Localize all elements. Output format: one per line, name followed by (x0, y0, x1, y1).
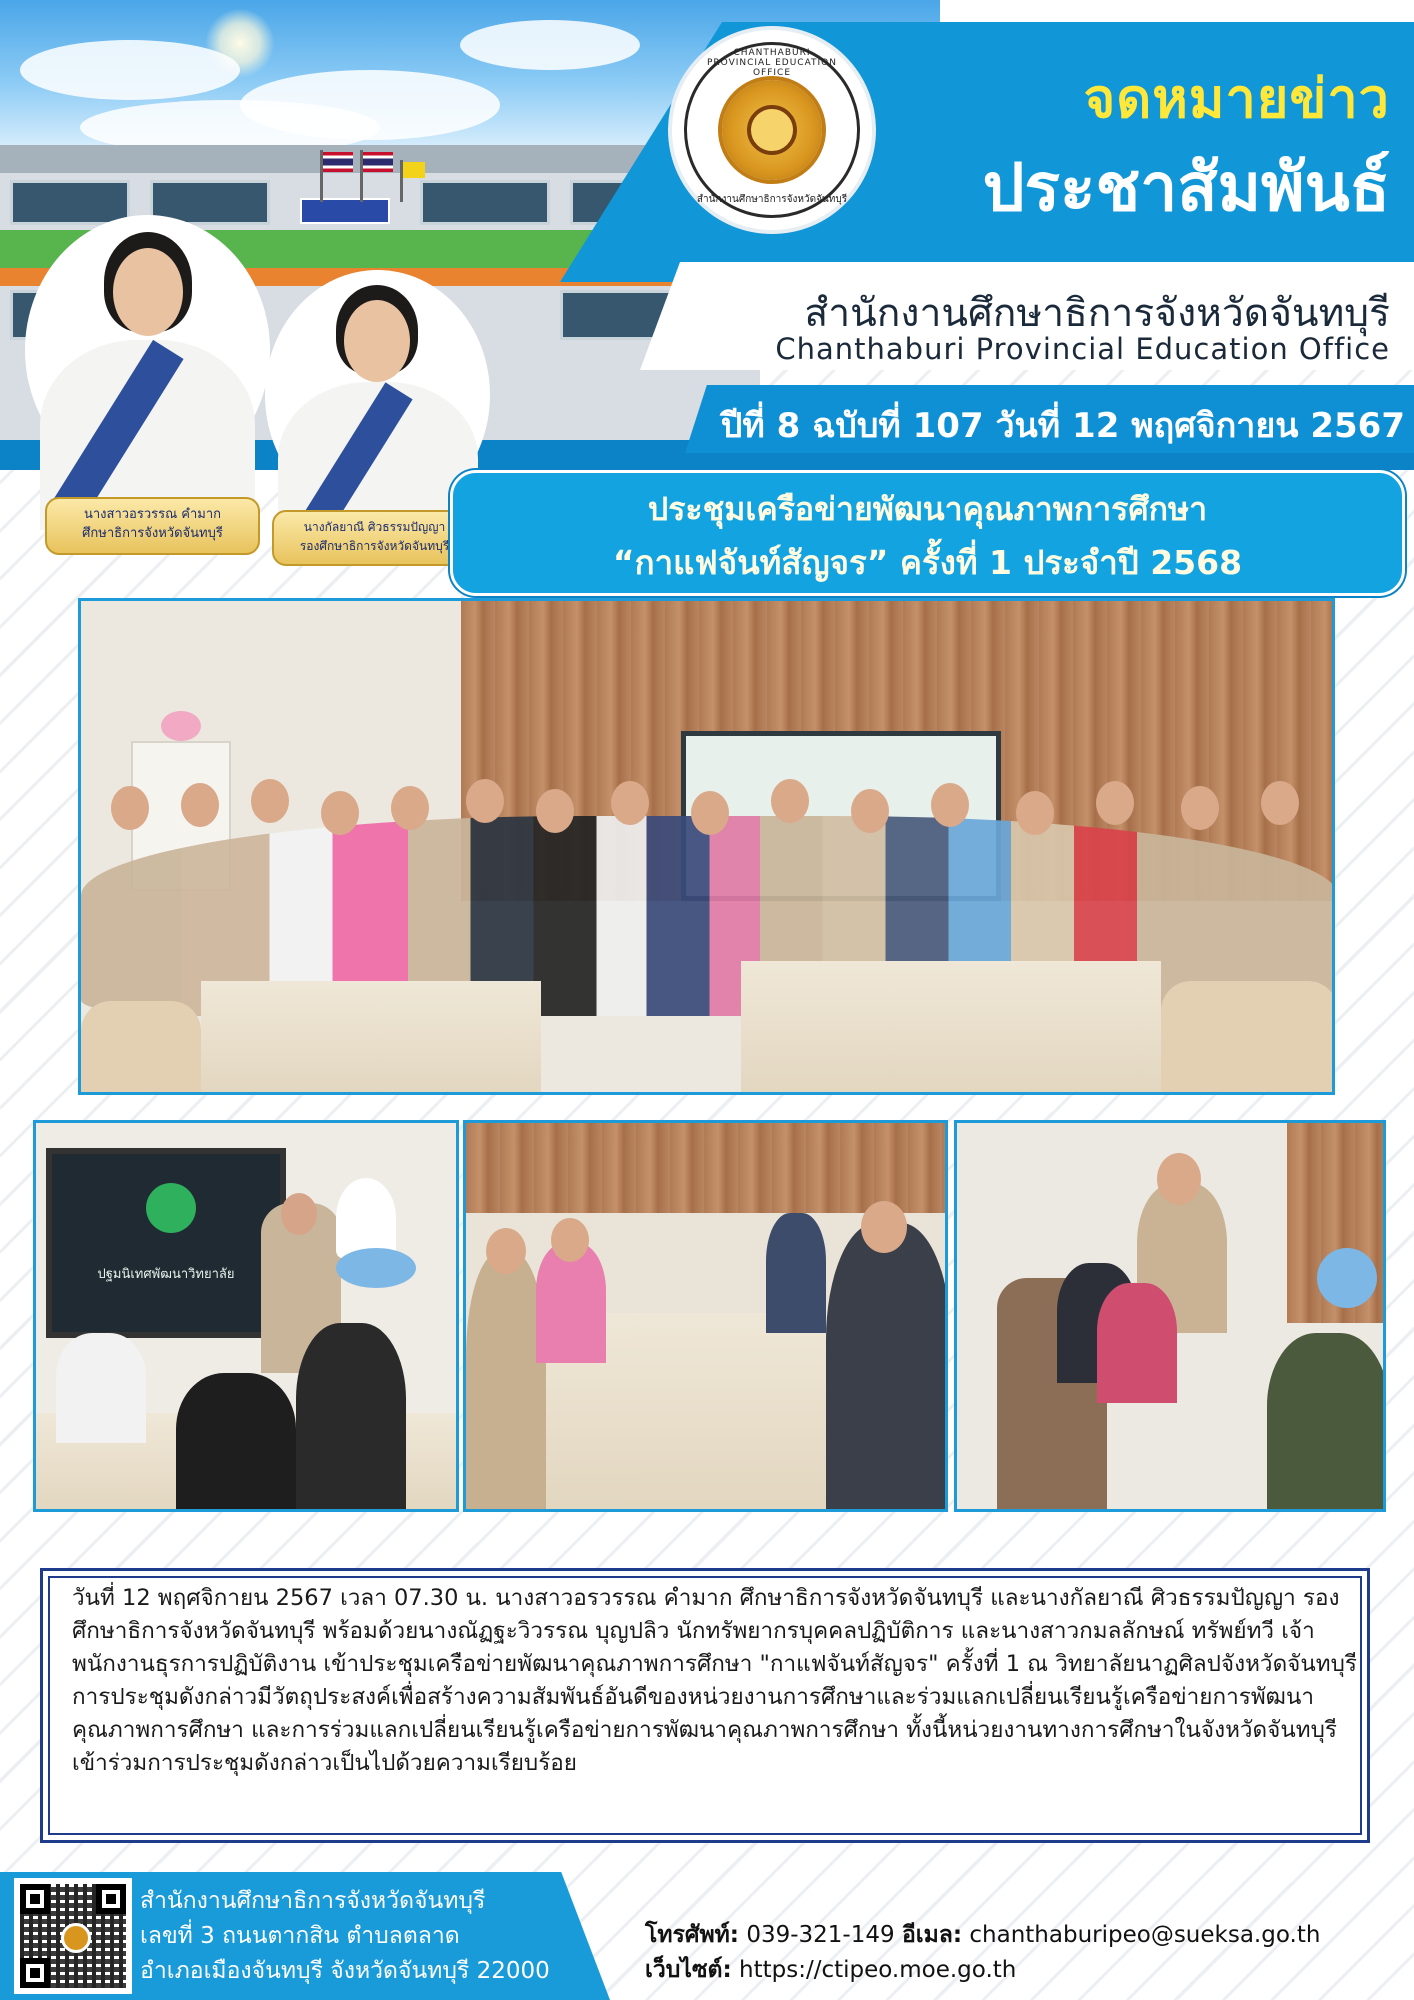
qr-corner (96, 1884, 126, 1914)
website-label: เว็บไซต์: (645, 1957, 732, 1983)
thai-flag-icon (363, 152, 393, 172)
office-name-th: สำนักงานศึกษาธิการจังหวัดจันทบุรี (804, 291, 1390, 336)
person-head (1181, 786, 1219, 830)
slide-text: ปฐมนิเทศพัฒนาวิทยาลัย (97, 1267, 235, 1282)
qr-center-logo-icon (61, 1923, 91, 1953)
cloud (460, 20, 640, 70)
seal-dharma-wheel-icon (747, 105, 797, 155)
yellow-flag-icon (403, 162, 425, 178)
presentation-screen (46, 1148, 286, 1338)
person-head (771, 779, 809, 823)
official-2-name: นางกัลยาณี ศิวธรรมปัญญา (303, 520, 446, 534)
qr-corner (20, 1958, 50, 1988)
person-head (1096, 781, 1134, 825)
chair (1161, 981, 1335, 1095)
attendee (1267, 1333, 1386, 1512)
headline-line1: ประชุมเครือข่ายพัฒนาคุณภาพการศึกษา (647, 490, 1208, 528)
main-group-photo (78, 598, 1335, 1095)
person-head (851, 789, 889, 833)
person-head (1016, 791, 1054, 835)
slide-logo-icon (146, 1183, 196, 1233)
person-head (181, 783, 219, 827)
person-head (1261, 781, 1299, 825)
attendee (466, 1253, 546, 1512)
website-link[interactable]: https://ctipeo.moe.go.th (739, 1957, 1017, 1983)
address-line-3: อำเภอเมืองจันทบุรี จังหวัดจันทบุรี 22000 (140, 1958, 550, 1984)
official-1-name: นางสาวอรวรรณ คำมาก (83, 507, 222, 522)
address-line-2: เลขที่ 3 ถนนตากสิน ตำบลตลาด (140, 1923, 460, 1949)
person-head (321, 791, 359, 835)
address-line-1: สำนักงานศึกษาธิการจังหวัดจันทบุรี (140, 1888, 486, 1914)
attendee (766, 1213, 826, 1333)
person-head (861, 1201, 907, 1253)
photo-curtain (466, 1123, 948, 1213)
person-head (486, 1228, 526, 1274)
person-head (611, 781, 649, 825)
office-name-en: Chanthaburi Provincial Education Office (775, 332, 1390, 366)
photo-speaker (954, 1120, 1386, 1512)
issue-info: ปีที่ 8 ฉบับที่ 107 วันที่ 12 พฤศจิกายน 2567 (720, 406, 1405, 446)
official-1-face (113, 248, 183, 336)
swan-decoration (336, 1178, 396, 1258)
person-head (391, 786, 429, 830)
attendee (176, 1373, 296, 1512)
header-top-strip (940, 0, 1414, 22)
attendee (56, 1333, 146, 1443)
attendee (826, 1223, 948, 1512)
official-2-face (344, 300, 410, 382)
nameplate-official-2 (272, 510, 477, 566)
thai-flag-icon (323, 152, 353, 172)
speaker-head (281, 1193, 317, 1235)
chair (81, 1001, 201, 1095)
email-address[interactable]: chanthaburipeo@sueksa.go.th (969, 1922, 1321, 1948)
cloud (20, 40, 240, 100)
seal-text-top: CHANTHABURI PROVINCIAL EDUCATION OFFICE (706, 48, 838, 78)
person-head (111, 786, 149, 830)
newsletter-title-line2: ประชาสัมพันธ์ (982, 149, 1390, 226)
speaker-head (1157, 1153, 1201, 1205)
official-1-title: ศึกษาธิการจังหวัดจันทบุรี (82, 526, 223, 541)
flower-decoration (1317, 1248, 1377, 1308)
seal-text-bottom: สำนักงานศึกษาธิการจังหวัดจันทบุรี (696, 194, 848, 205)
person-head (691, 791, 729, 835)
photo-meeting-table (463, 1120, 948, 1512)
person-head (931, 783, 969, 827)
phone-number[interactable]: 039-321-149 (746, 1922, 895, 1948)
table-left (201, 981, 541, 1095)
person-head (466, 779, 504, 823)
email-label: อีเมล: (901, 1922, 963, 1948)
article-body: วันที่ 12 พฤศจิกายน 2567 เวลา 07.30 น. นางสาวอรวรรณ คำมาก ศึกษาธิการจังหวัดจันทบุรี และนางกัลยาณี ศิวธรรมปัญญา รองศึกษาธิการจังหวัดจันทบุรี พร้อมด้วยนางณัฏฐะวิวรรณ บุญปลิว นักทรัพยากรบุคคลปฏิบัติการ และนางสาวกมลลักษณ์ ทรัพย์ทวี เจ้าพนักงานธุรการปฏิบัติงาน เข้าประชุมเครือข่ายพัฒนาคุณภาพการศึกษา "กาแฟจันท์สัญจร" ครั้งที่ 1 ณ วิทยาลัยนาฏศิลปจังหวัดจันทบุรี การประชุมดังกล่าวมีวัตถุประสงค์เพื่อสร้างความสัมพันธ์อันดีของหน่วยงานการศึกษาและร่วมแลกเปลี่ยนเรียนรู้เครือข่ายการพัฒนาคุณภาพการศึกษา และการร่วมแลกเปลี่ยนเรียนรู้เครือข่ายการพัฒนาคุณภาพการศึกษา ทั้งนี้หน่วยงานทางการศึกษาในจังหวัดจันทบุรี เข้าร่วมการประชุมดังกล่าวเป็นไปด้วยความเรียบร้อย (72, 1585, 1357, 1776)
flower-vase-icon (161, 711, 201, 741)
person-head (251, 779, 289, 823)
attendee (1097, 1283, 1177, 1403)
person-head (536, 789, 574, 833)
building-window (420, 180, 550, 225)
attendee (296, 1323, 406, 1512)
building-window (10, 180, 130, 225)
person-head (551, 1218, 589, 1262)
nameplate-official-1 (45, 497, 260, 555)
flower-decoration (336, 1248, 416, 1288)
qr-corner (20, 1884, 50, 1914)
photo-presentation (33, 1120, 459, 1512)
official-2-title: รองศึกษาธิการจังหวัดจันทบุรี (299, 539, 450, 553)
phone-label: โทรศัพท์: (645, 1922, 739, 1948)
footer-address (140, 1884, 620, 1989)
newsletter-title-line1: จดหมายข่าว (1083, 67, 1390, 130)
headline-line2: “กาแฟจันท์สัญจร” ครั้งที่ 1 ประจำปี 2568 (612, 543, 1243, 582)
building-sign (300, 198, 390, 224)
table-right (741, 961, 1161, 1095)
footer-contact (645, 1918, 1405, 1988)
